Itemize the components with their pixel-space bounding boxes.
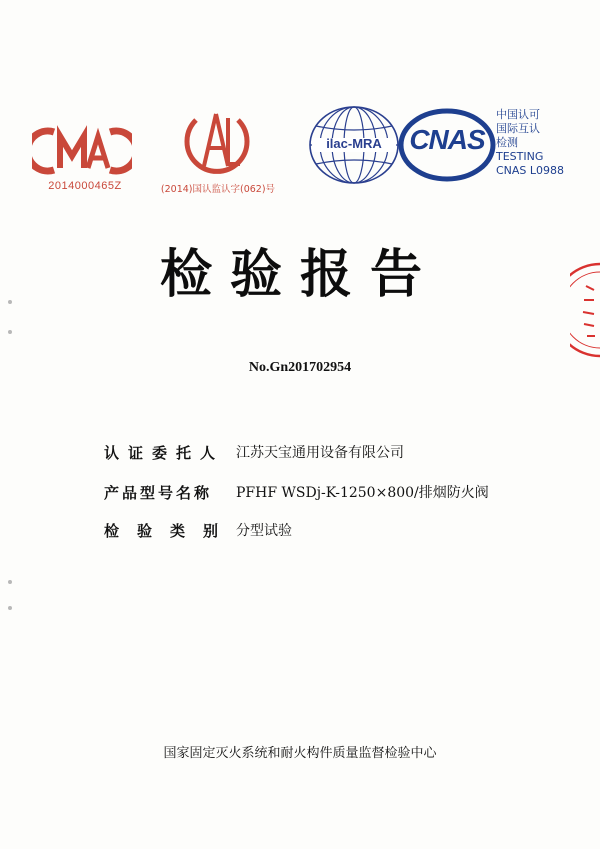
cnas-line: 国际互认 xyxy=(496,122,540,135)
cma-logo-icon xyxy=(32,120,132,180)
cnas-line: 中国认可 xyxy=(496,108,540,121)
cal-code: (2014)国认监认字(062)号 xyxy=(160,184,276,195)
field-test-category xyxy=(104,520,292,542)
field-value: 江苏天宝通用设备有限公司 xyxy=(236,445,404,461)
ilac-mra-label: ilac-MRA xyxy=(326,136,382,151)
red-seal-stamp-icon xyxy=(570,262,600,358)
field-label: 产品型号名称 xyxy=(104,484,213,502)
cma-code: 2014000465Z xyxy=(48,180,122,192)
cnas-accreditation-text xyxy=(496,108,564,178)
report-title: 检验报告 xyxy=(159,245,440,305)
binding-mark xyxy=(8,580,12,584)
binding-mark xyxy=(8,606,12,610)
report-number: No.Gn201702954 xyxy=(248,360,352,375)
field-label: 认证委托人 xyxy=(104,444,225,462)
cnas-line: TESTING xyxy=(496,150,544,163)
field-label: 检验类别 xyxy=(104,522,237,540)
cnas-mark: CNAS xyxy=(409,124,485,155)
field-product xyxy=(104,482,489,504)
cal-logo-icon xyxy=(176,106,256,180)
field-value: 分型试验 xyxy=(236,523,292,539)
issuing-organization: 国家固定灭火系统和耐火构件质量监督检验中心 xyxy=(163,746,437,761)
field-client xyxy=(104,442,404,464)
binding-mark xyxy=(8,300,12,304)
cnas-line: 检测 xyxy=(496,136,518,149)
binding-mark xyxy=(8,330,12,334)
field-value: PFHF WSDj-K-1250×800/排烟防火阀 xyxy=(236,485,489,501)
cnas-line: CNAS L0988 xyxy=(496,164,565,177)
